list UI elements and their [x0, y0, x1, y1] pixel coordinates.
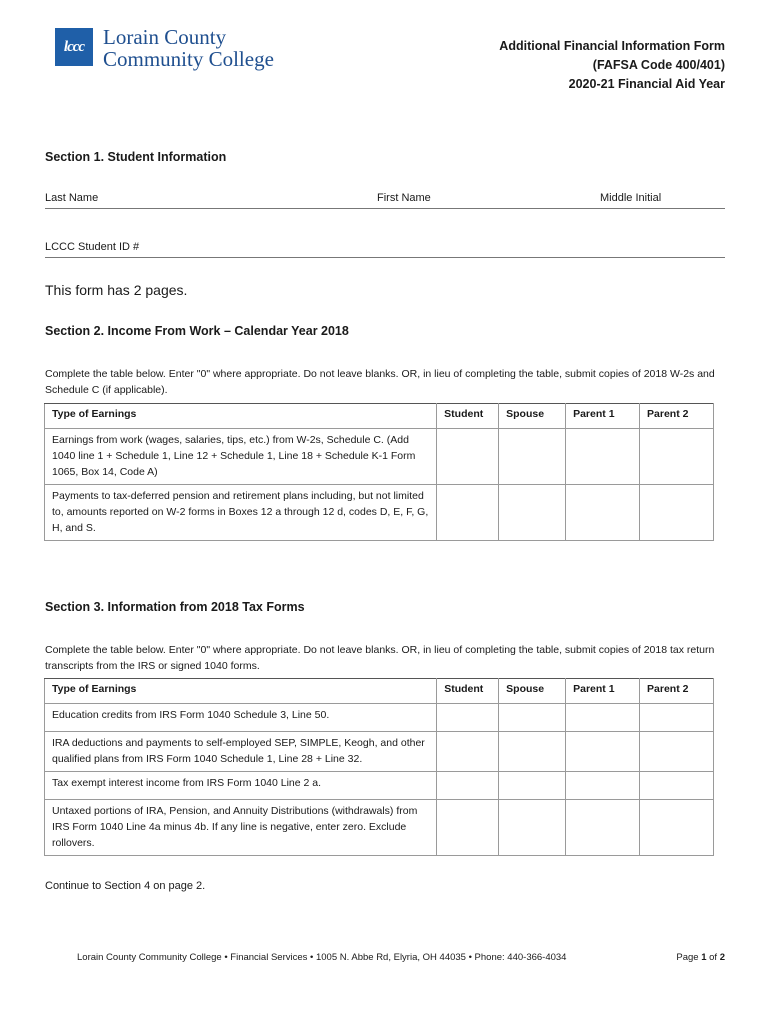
col-parent1: Parent 1 — [566, 404, 640, 429]
student-entry-cell[interactable] — [437, 704, 499, 732]
form-title — [499, 37, 725, 94]
form-title-line3: 2020-21 Financial Aid Year — [568, 77, 725, 91]
col-parent2: Parent 2 — [640, 404, 714, 429]
section3-title: Section 3. Information from 2018 Tax Forms — [45, 600, 305, 614]
table-row — [45, 772, 714, 800]
last-name-label: Last Name — [45, 192, 99, 204]
footer-address: Lorain County Community College • Financial Services • 1005 N. Abbe Rd, Elyria, OH 44035 • Phone: 440-366-4034 — [77, 952, 567, 963]
row-description: Tax exempt interest income from IRS Form 1040 Line 2 a. — [45, 772, 437, 800]
row-description: IRA deductions and payments to self-employed SEP, SIMPLE, Keogh, and other qualified plans from IRS Form 1040 Schedule 1, Line 28 + Line 32. — [45, 732, 437, 772]
spouse-entry-cell[interactable] — [499, 800, 566, 856]
spouse-entry-cell[interactable] — [499, 772, 566, 800]
page-number: 1 — [701, 952, 707, 963]
table-row — [45, 485, 714, 541]
parent2-entry-cell[interactable] — [640, 485, 714, 541]
spouse-entry-cell[interactable] — [499, 485, 566, 541]
spouse-entry-cell[interactable] — [499, 429, 566, 485]
parent2-entry-cell[interactable] — [640, 429, 714, 485]
college-logo-mark: lccc — [55, 28, 93, 66]
page-of: of — [706, 952, 720, 963]
row-description: Education credits from IRS Form 1040 Schedule 3, Line 50. — [45, 704, 437, 732]
parent1-entry-cell[interactable] — [566, 800, 640, 856]
table-row — [45, 732, 714, 772]
section3-instructions: Complete the table below. Enter "0" where appropriate. Do not leave blanks. OR, in lieu of completing the table, submit copies of 2018 tax return transcripts from the IRS or signed 1040 forms. — [45, 644, 715, 672]
student-id-field-line[interactable] — [45, 257, 725, 258]
parent1-entry-cell[interactable] — [566, 732, 640, 772]
col-parent1: Parent 1 — [566, 679, 640, 704]
section2-title: Section 2. Income From Work – Calendar Year 2018 — [45, 324, 349, 338]
college-name-line2: Community College — [103, 47, 274, 71]
student-entry-cell[interactable] — [437, 429, 499, 485]
parent1-entry-cell[interactable] — [566, 429, 640, 485]
pages-note: This form has 2 pages. — [45, 282, 188, 298]
first-name-label: First Name — [377, 192, 431, 204]
table-header-row — [45, 404, 714, 429]
parent2-entry-cell[interactable] — [640, 732, 714, 772]
parent2-entry-cell[interactable] — [640, 704, 714, 732]
form-title-line1: Additional Financial Information Form — [499, 39, 725, 53]
parent1-entry-cell[interactable] — [566, 704, 640, 732]
student-entry-cell[interactable] — [437, 485, 499, 541]
section2-instructions: Complete the table below. Enter "0" where appropriate. Do not leave blanks. OR, in lieu of completing the table, submit copies of 2018 W-2s and Schedule C (if applicable). — [45, 368, 715, 396]
spouse-entry-cell[interactable] — [499, 704, 566, 732]
col-student: Student — [437, 679, 499, 704]
col-type-of-earnings: Type of Earnings — [45, 679, 437, 704]
form-title-line2: (FAFSA Code 400/401) — [592, 58, 725, 72]
student-entry-cell[interactable] — [437, 772, 499, 800]
name-field-line[interactable] — [45, 208, 725, 209]
row-description: Untaxed portions of IRA, Pension, and Annuity Distributions (withdrawals) from IRS Form 1040 Line 4a minus 4b. If any line is negative, enter zero. Exclude rollovers. — [45, 800, 437, 856]
row-description: Payments to tax-deferred pension and retirement plans including, but not limited to, amounts reported on W-2 forms in Boxes 12 a through 12 d, codes D, E, F, G, H, and S. — [45, 485, 437, 541]
page-indicator — [676, 952, 725, 963]
table-header-row — [45, 679, 714, 704]
col-student: Student — [437, 404, 499, 429]
parent1-entry-cell[interactable] — [566, 485, 640, 541]
continue-note: Continue to Section 4 on page 2. — [45, 880, 206, 892]
col-type-of-earnings: Type of Earnings — [45, 404, 437, 429]
student-id-label: LCCC Student ID # — [45, 241, 140, 253]
parent2-entry-cell[interactable] — [640, 772, 714, 800]
parent2-entry-cell[interactable] — [640, 800, 714, 856]
student-entry-cell[interactable] — [437, 800, 499, 856]
page-prefix: Page — [676, 952, 702, 963]
table-row — [45, 429, 714, 485]
col-spouse: Spouse — [499, 404, 566, 429]
page-total: 2 — [719, 952, 725, 963]
col-spouse: Spouse — [499, 679, 566, 704]
section2-table — [44, 403, 714, 541]
table-row — [45, 704, 714, 732]
parent1-entry-cell[interactable] — [566, 772, 640, 800]
student-entry-cell[interactable] — [437, 732, 499, 772]
table-row — [45, 800, 714, 856]
college-name-line1: Lorain County — [103, 25, 227, 49]
spouse-entry-cell[interactable] — [499, 732, 566, 772]
college-name — [103, 26, 274, 70]
col-parent2: Parent 2 — [640, 679, 714, 704]
middle-initial-label: Middle Initial — [600, 192, 662, 204]
section3-table — [44, 678, 714, 856]
row-description: Earnings from work (wages, salaries, tips, etc.) from W-2s, Schedule C. (Add 1040 line 1 + Schedule 1, Line 12 + Schedule 1, Line 18 + Schedule K-1 Form 1065, Box 14, Code A) — [45, 429, 437, 485]
section1-title: Section 1. Student Information — [45, 150, 227, 164]
